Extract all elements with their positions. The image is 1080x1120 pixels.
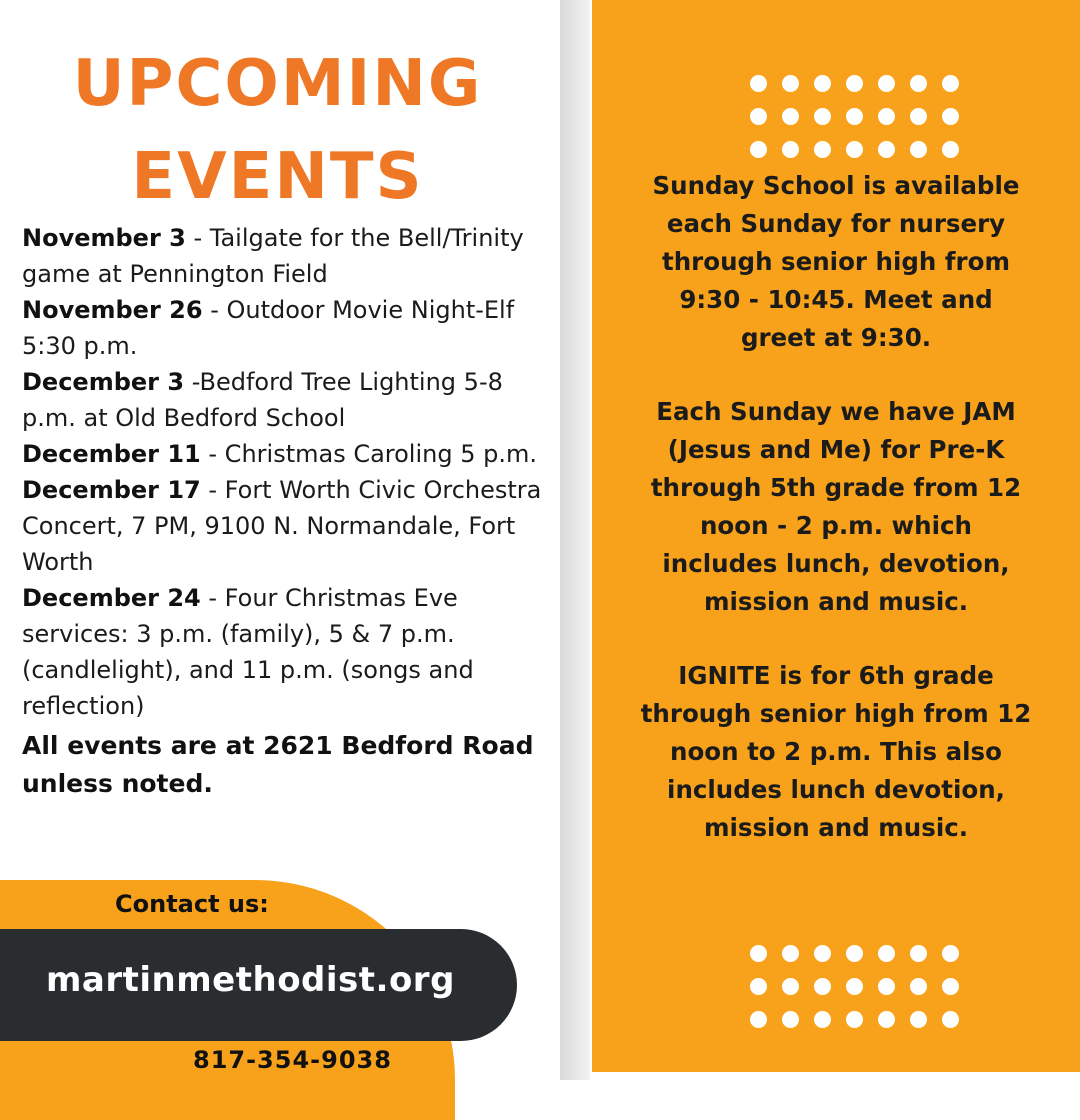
website-link[interactable]: martinmethodist.org bbox=[46, 960, 455, 1000]
program-ignite: IGNITE is for 6th grade through senior high from 12 noon to 2 p.m. This also includes lunch devotion, mission and music. bbox=[640, 661, 1032, 842]
event-description: - Christmas Caroling 5 p.m. bbox=[200, 440, 537, 468]
list-item bbox=[22, 472, 547, 580]
dot-pattern-bottom bbox=[750, 945, 970, 1035]
event-date: November 26 bbox=[22, 296, 203, 324]
list-item bbox=[22, 292, 547, 364]
event-list bbox=[22, 220, 547, 803]
list-item bbox=[22, 220, 547, 292]
phone-number[interactable]: 817-354-9038 bbox=[193, 1046, 392, 1074]
program-sunday-school: Sunday School is available each Sunday for nursery through senior high from 9:30 - 10:45. Meet and greet at 9:30. bbox=[652, 171, 1020, 352]
page-title bbox=[0, 38, 555, 224]
list-item bbox=[22, 436, 547, 472]
event-description: - Fort Worth Civic Orchestra Concert, 7 PM, 9100 N. Normandale, Fort Worth bbox=[22, 476, 542, 576]
list-item bbox=[22, 580, 547, 724]
event-date: November 3 bbox=[22, 224, 186, 252]
event-date: December 24 bbox=[22, 584, 201, 612]
dot-pattern-top bbox=[750, 75, 970, 165]
program-jam: Each Sunday we have JAM (Jesus and Me) for Pre-K through 5th grade from 12 noon - 2 p.m. which includes lunch, devotion, mission and music. bbox=[650, 397, 1022, 616]
event-description: - Outdoor Movie Night-Elf 5:30 p.m. bbox=[22, 296, 515, 360]
list-item bbox=[22, 364, 547, 436]
event-date: December 3 bbox=[22, 368, 185, 396]
title-line-1: UPCOMING bbox=[72, 47, 483, 121]
title-line-2: EVENTS bbox=[131, 140, 424, 214]
contact-label: Contact us: bbox=[115, 890, 269, 918]
event-date: December 17 bbox=[22, 476, 201, 504]
divider-shadow bbox=[560, 0, 590, 1080]
event-date: December 11 bbox=[22, 440, 201, 468]
programs-text bbox=[640, 167, 1032, 883]
event-description: -Bedford Tree Lighting 5-8 p.m. at Old Bedford School bbox=[22, 368, 503, 432]
event-description: - Tailgate for the Bell/Trinity game at Pennington Field bbox=[22, 224, 524, 288]
location-note: All events are at 2621 Bedford Road unless noted. bbox=[22, 731, 534, 798]
event-description: - Four Christmas Eve services: 3 p.m. (family), 5 & 7 p.m. (candlelight), and 11 p.m. (songs and reflection) bbox=[22, 584, 474, 720]
